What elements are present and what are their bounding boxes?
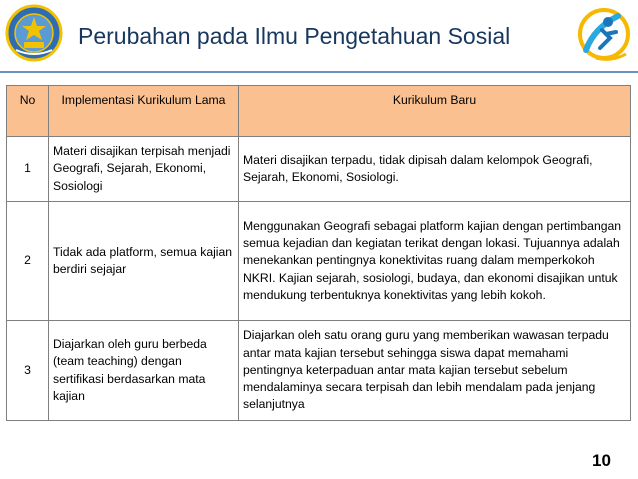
old-curriculum-cell: Tidak ada platform, semua kajian berdiri sejajar xyxy=(49,202,239,321)
table-row xyxy=(7,321,631,421)
ministry-emblem-icon xyxy=(4,4,64,62)
table-header-row xyxy=(7,86,631,137)
curriculum-logo-icon xyxy=(572,4,634,66)
title-divider xyxy=(0,71,638,73)
row-number: 2 xyxy=(7,202,49,321)
table-row xyxy=(7,202,631,321)
row-number: 3 xyxy=(7,321,49,421)
header-no: No xyxy=(7,86,49,137)
row-number: 1 xyxy=(7,137,49,202)
old-curriculum-cell: Diajarkan oleh guru berbeda (team teaching) dengan sertifikasi berdasarkan mata kajian xyxy=(49,321,239,421)
page-number: 10 xyxy=(592,451,611,470)
old-curriculum-cell: Materi disajikan terpisah menjadi Geografi, Sejarah, Ekonomi, Sosiologi xyxy=(49,137,239,202)
page-title: Perubahan pada Ilmu Pengetahuan Sosial xyxy=(78,23,511,49)
new-curriculum-cell: Diajarkan oleh satu orang guru yang memberikan wawasan terpadu antar mata kajian tersebut sehingga siswa dapat memahami pentingnya keterpaduan antar mata kajian tersebut sebelum mendalaminya secara terpisah dan lebih mendalam pada jenjang selanjutnya xyxy=(239,321,631,421)
table-row xyxy=(7,137,631,202)
curriculum-comparison-table xyxy=(6,85,631,421)
header-old-curriculum: Implementasi Kurikulum Lama xyxy=(49,86,239,137)
new-curriculum-cell: Menggunakan Geografi sebagai platform kajian dengan pertimbangan semua kejadian dan kegiatan terikat dengan lokasi. Tujuannya adalah menekankan pentingnya konektivitas ruang dalam memperkokoh NKRI. Kajian sejarah, sosiologi, budaya, dan ekonomi disajikan untuk mendukung terbentuknya konektivitas yang lebih kokoh. xyxy=(239,202,631,321)
header-new-curriculum: Kurikulum Baru xyxy=(239,86,631,137)
new-curriculum-cell: Materi disajikan terpadu, tidak dipisah dalam kelompok Geografi, Sejarah, Ekonomi, Sosiologi. xyxy=(239,137,631,202)
